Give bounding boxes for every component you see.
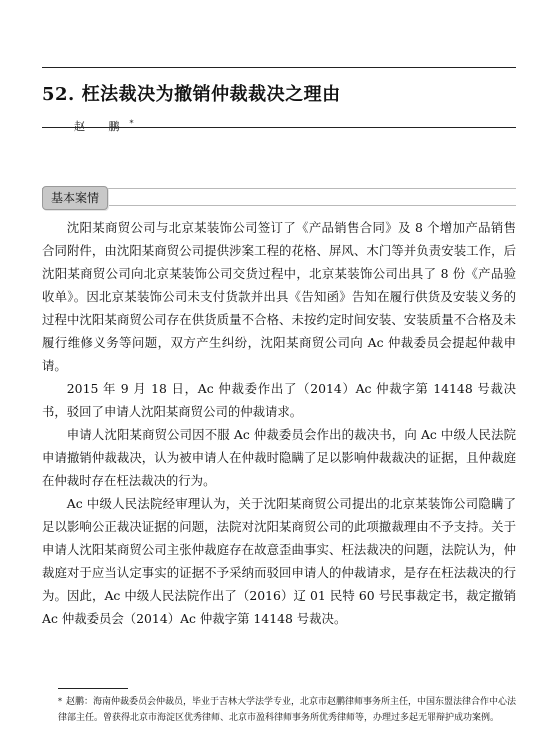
- footnote-text: 赵鹏：海南仲裁委员会仲裁员，毕业于吉林大学法学专业，北京市赵鹏律师事务所主任，中国东盟法律合作中心法律部主任。曾获得北京市海淀区优秀律师、北京市盈科律师事务所优秀律师等，办理过多起无罪辩护成功案例。: [58, 697, 517, 723]
- footnote: [58, 694, 516, 726]
- chapter-title: 52. 枉法裁决为撤销仲裁裁决之理由: [42, 84, 341, 105]
- paragraph-application: 申请人沈阳某商贸公司因不服 Ac 仲裁委员会作出的裁决书，向 Ac 中级人民法院申请撤销仲裁裁决，认为被申请人在仲裁时隐瞒了足以影响仲裁裁决的证据，且仲裁庭在仲裁时存在枉法裁决的行为。: [42, 427, 516, 488]
- paragraph-court-ruling: Ac 中级人民法院经审理认为，关于沈阳某商贸公司提出的北京某装饰公司隐瞒了足以影响公正裁决证据的问题，法院对沈阳某商贸公司的此项撤裁理由不予支持。关于申请人沈阳某商贸公司主张仲裁庭存在故意歪曲事实、枉法裁决的问题，法院认为，仲裁庭对于应当认定事实的证据不予采纳而驳回申请人的仲裁请求，是存在枉法裁决的行为。因此，Ac 中级人民法院作出了（2016）辽 01 民特 60 号民事裁定书，裁定撤销 Ac 仲裁委员会（2014）Ac 仲裁字第 14148 号裁决。: [42, 496, 516, 626]
- author-byline: [74, 118, 134, 134]
- top-rule: [42, 67, 516, 68]
- case-facts-body: [42, 216, 516, 630]
- author-footnote-mark: *: [129, 119, 134, 128]
- footnote-mark: *: [58, 697, 62, 706]
- section-heading: 基本案情: [42, 186, 108, 210]
- section-heading-band: [42, 188, 516, 206]
- paragraph-arbitral-award: 2015 年 9 月 18 日，Ac 仲裁委作出了（2014）Ac 仲裁字第 14148 号裁决书，驳回了申请人沈阳某商贸公司的仲裁请求。: [42, 381, 516, 419]
- footnote-rule: [58, 688, 128, 689]
- paragraph-contract: 沈阳某商贸公司与北京某装饰公司签订了《产品销售合同》及 8 个增加产品销售合同附件，由沈阳某商贸公司提供涉案工程的花格、屏风、木门等并负责安装工作，后沈阳某商贸公司向北京某装饰公司交货过程中，北京某装饰公司出具了 8 份《产品验收单》。因北京某装饰公司未支付货款并出具《告知函》告知在履行供货及安装义务的过程中沈阳某商贸公司存在供货质量不合格、未按约定时间安装、安装质量不合格及未履行维修义务等问题，双方产生纠纷，沈阳某商贸公司向 Ac 仲裁委员会提起仲裁申请。: [42, 220, 516, 373]
- author-name: 赵 鹏: [74, 120, 130, 133]
- title-rule: [42, 127, 516, 128]
